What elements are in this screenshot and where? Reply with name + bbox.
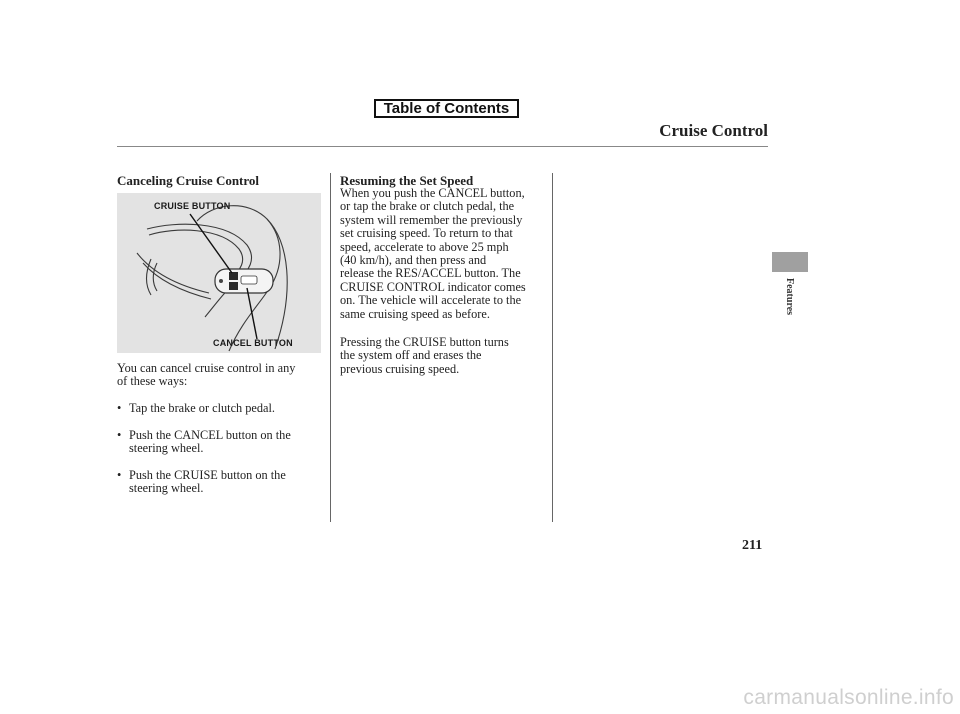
text-line: the system off and erases the: [340, 348, 482, 363]
cruise-off-paragraph: [340, 336, 509, 376]
steering-wheel-figure: [117, 193, 321, 353]
bullet-icon: •: [117, 468, 122, 482]
text-line: same cruising speed as before.: [340, 306, 490, 321]
left-intro-paragraph: [117, 362, 295, 389]
text-line: Push the CANCEL button on the: [129, 428, 291, 442]
text-line: or tap the brake or clutch pedal, the: [340, 199, 515, 214]
watermark: carmanualsonline.info: [743, 686, 954, 709]
text-line: steering wheel.: [129, 481, 204, 496]
bullet-icon: •: [117, 401, 122, 415]
text-line: speed, accelerate to above 25 mph: [340, 239, 509, 254]
figure-label-cancel-button: CANCEL BUTTON: [213, 338, 293, 348]
column-divider-left: [330, 173, 331, 522]
list-item: [117, 428, 291, 456]
list-item: [117, 468, 286, 496]
section-tab-marker: [772, 252, 808, 272]
text-line: system will remember the previously: [340, 212, 523, 227]
text-line: release the RES/ACCEL button. The: [340, 266, 521, 281]
column-divider-right: [552, 173, 553, 522]
bullet-icon: •: [117, 428, 122, 442]
text-line: When you push the CANCEL button,: [340, 186, 525, 200]
resume-paragraph: [340, 187, 526, 321]
table-of-contents-link[interactable]: Table of Contents: [374, 99, 519, 118]
text-line: Tap the brake or clutch pedal.: [129, 401, 275, 415]
text-line: CRUISE CONTROL indicator comes: [340, 279, 526, 294]
text-line: of these ways:: [117, 374, 188, 389]
right-heading: Resuming the Set Speed: [340, 173, 474, 188]
steering-wheel-illustration: [117, 193, 321, 353]
text-line: previous cruising speed.: [340, 361, 460, 376]
text-line: (40 km/h), and then press and: [340, 253, 487, 268]
left-heading: Canceling Cruise Control: [117, 173, 260, 188]
figure-label-cruise-button: CRUISE BUTTON: [154, 201, 231, 211]
list-item: [117, 401, 275, 415]
text-line: Pressing the CRUISE button turns: [340, 335, 509, 349]
page-number: 211: [742, 538, 763, 553]
text-line: steering wheel.: [129, 441, 204, 456]
page-title: Cruise Control: [659, 121, 768, 140]
text-line: Push the CRUISE button on the: [129, 468, 286, 482]
section-side-label: Features: [784, 278, 795, 316]
text-line: on. The vehicle will accelerate to the: [340, 293, 522, 308]
text-line: set cruising speed. To return to that: [340, 226, 513, 241]
header-divider: [117, 146, 768, 147]
text-line: You can cancel cruise control in any: [117, 361, 296, 375]
